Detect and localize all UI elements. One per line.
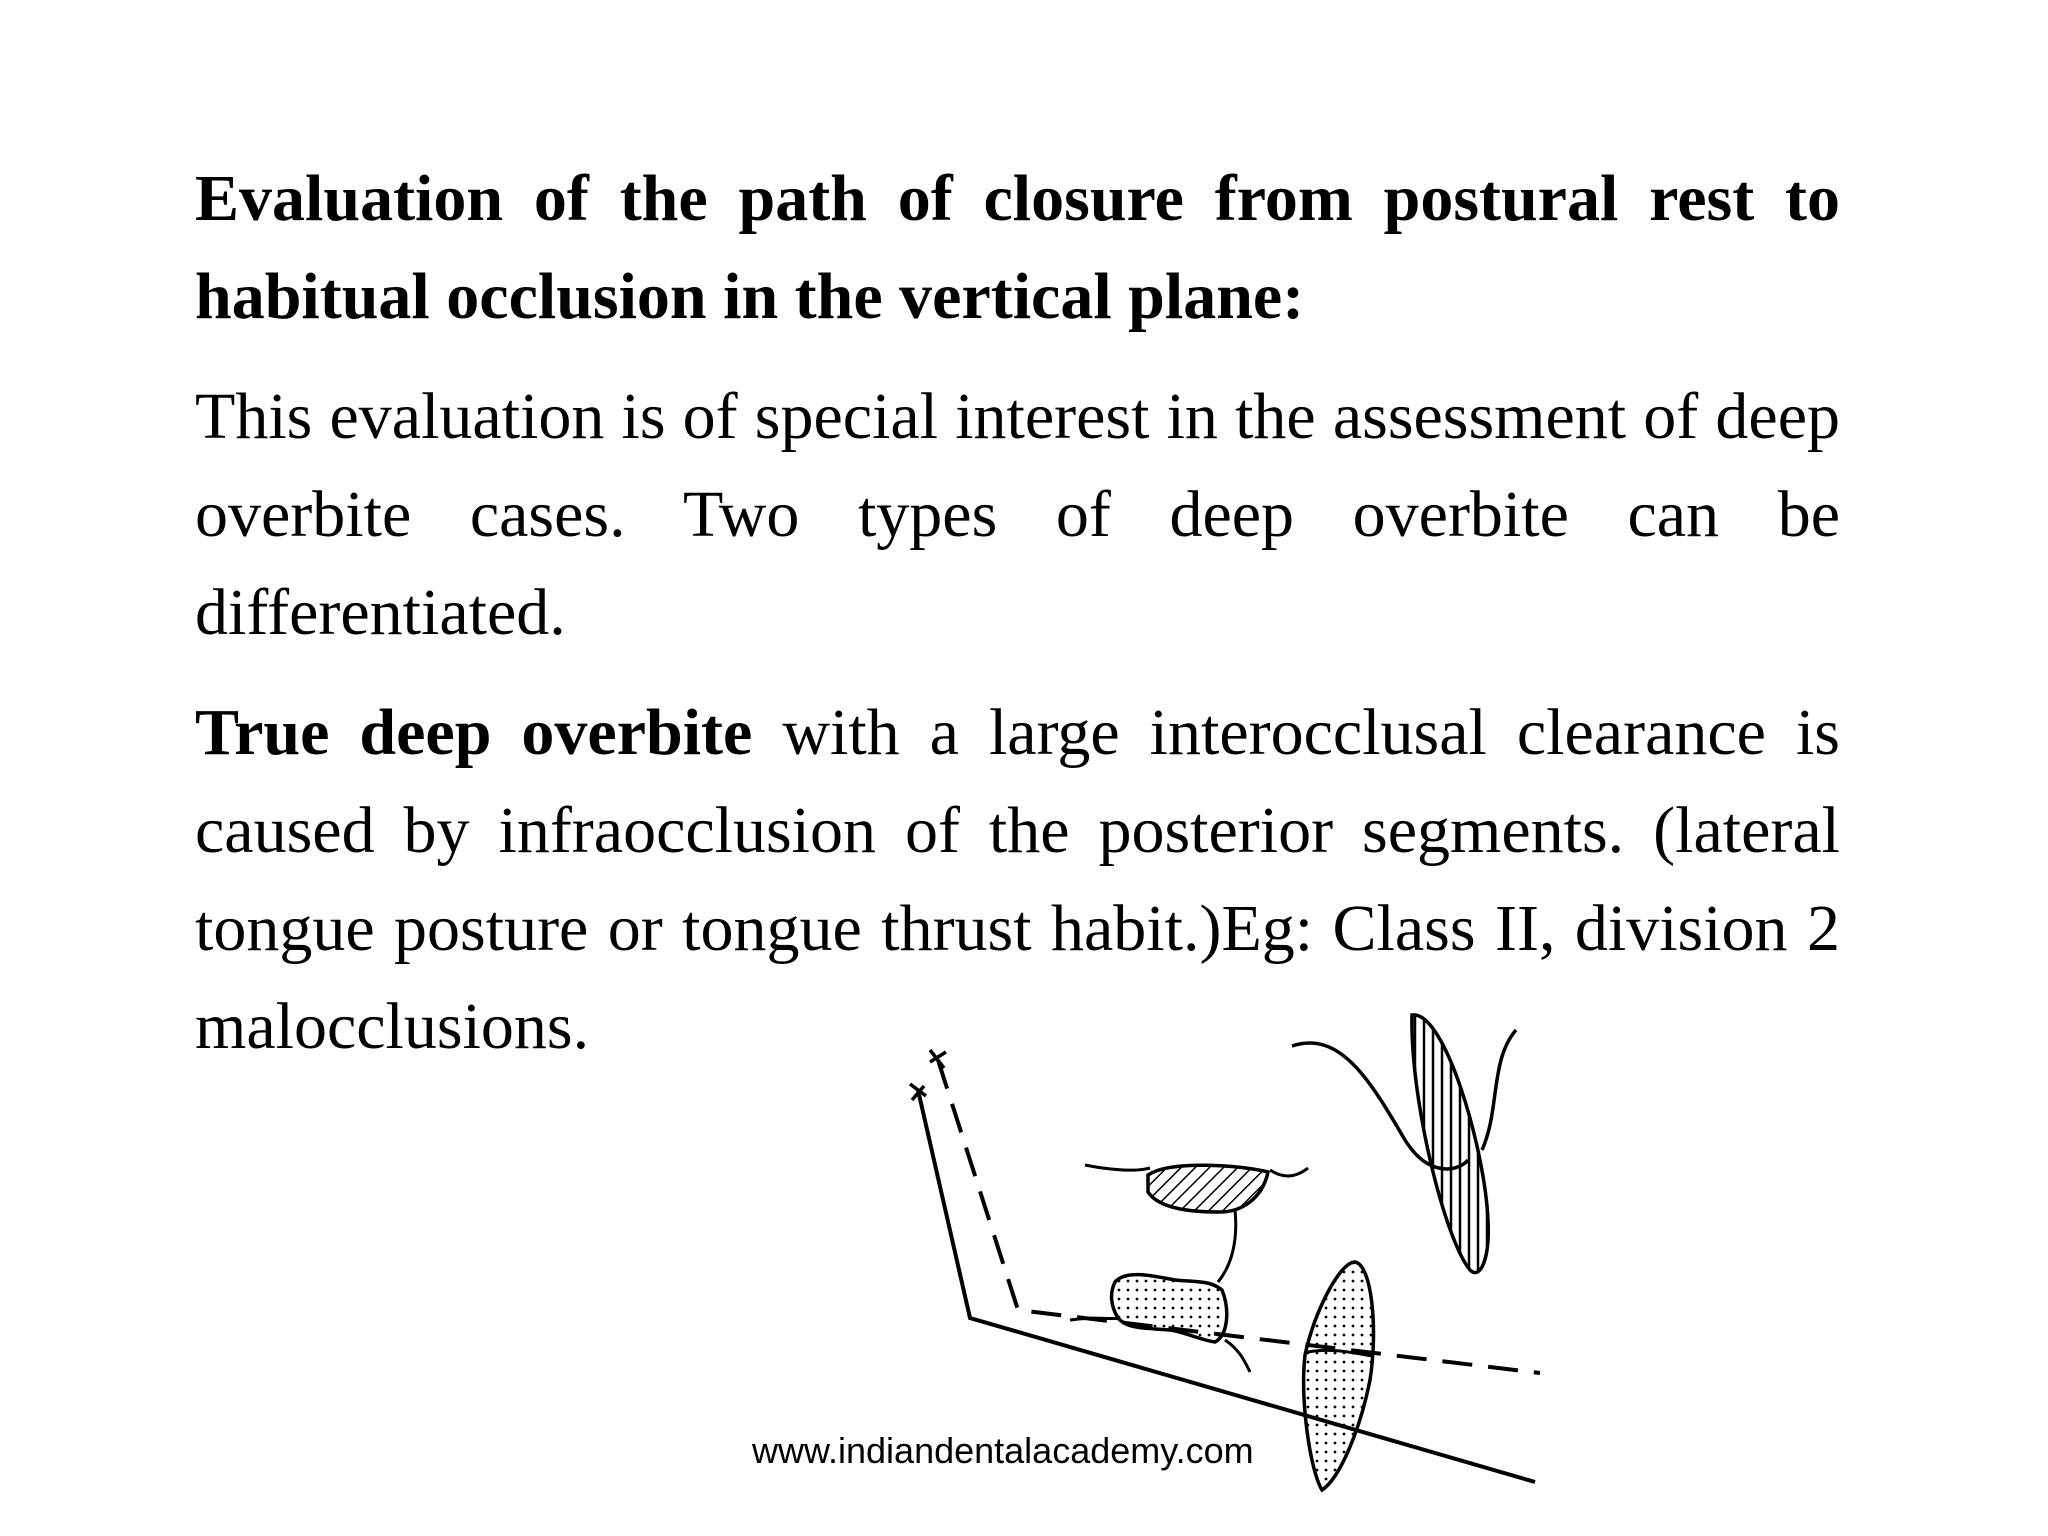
upper-molar-line-left [1085, 1165, 1150, 1170]
lower-incisor-crest-line [1308, 1350, 1372, 1356]
upper-molar [1148, 1165, 1268, 1212]
true-deep-overbite-description: with a large interocclusal clearance is caused by infraocclusion of the posterior segments. (lateral tongue posture or tongue thrust habit.)Eg: Class II, division 2 malocclusions. [195, 696, 1840, 1063]
paragraph-deep-overbite-intro: This evaluation is of special interest in the assessment of deep overbite cases. Two types of deep overbite can be differentiated. [195, 380, 1840, 649]
slide-heading: Evaluation of the path of closure from postural rest to habitual occlusion in the vertical plane: [195, 162, 1840, 333]
watermark-url: www.indiandentalacademy.com [752, 1430, 1254, 1471]
slide-content [195, 150, 1840, 1076]
mandible-outline-dashed [930, 1050, 1540, 1373]
upper-molar-root [1218, 1210, 1236, 1282]
true-deep-overbite-term: True deep overbite [195, 696, 753, 769]
upper-molar-line-right [1270, 1168, 1308, 1176]
lower-incisor [1304, 1262, 1374, 1490]
paragraph-true-deep-overbite [195, 684, 1840, 1076]
lower-molar-root [1225, 1340, 1250, 1372]
lower-molar [1112, 1275, 1227, 1342]
mandible-outline-solid [910, 1084, 1535, 1482]
lower-molar-occlusal-line [1070, 1318, 1120, 1320]
